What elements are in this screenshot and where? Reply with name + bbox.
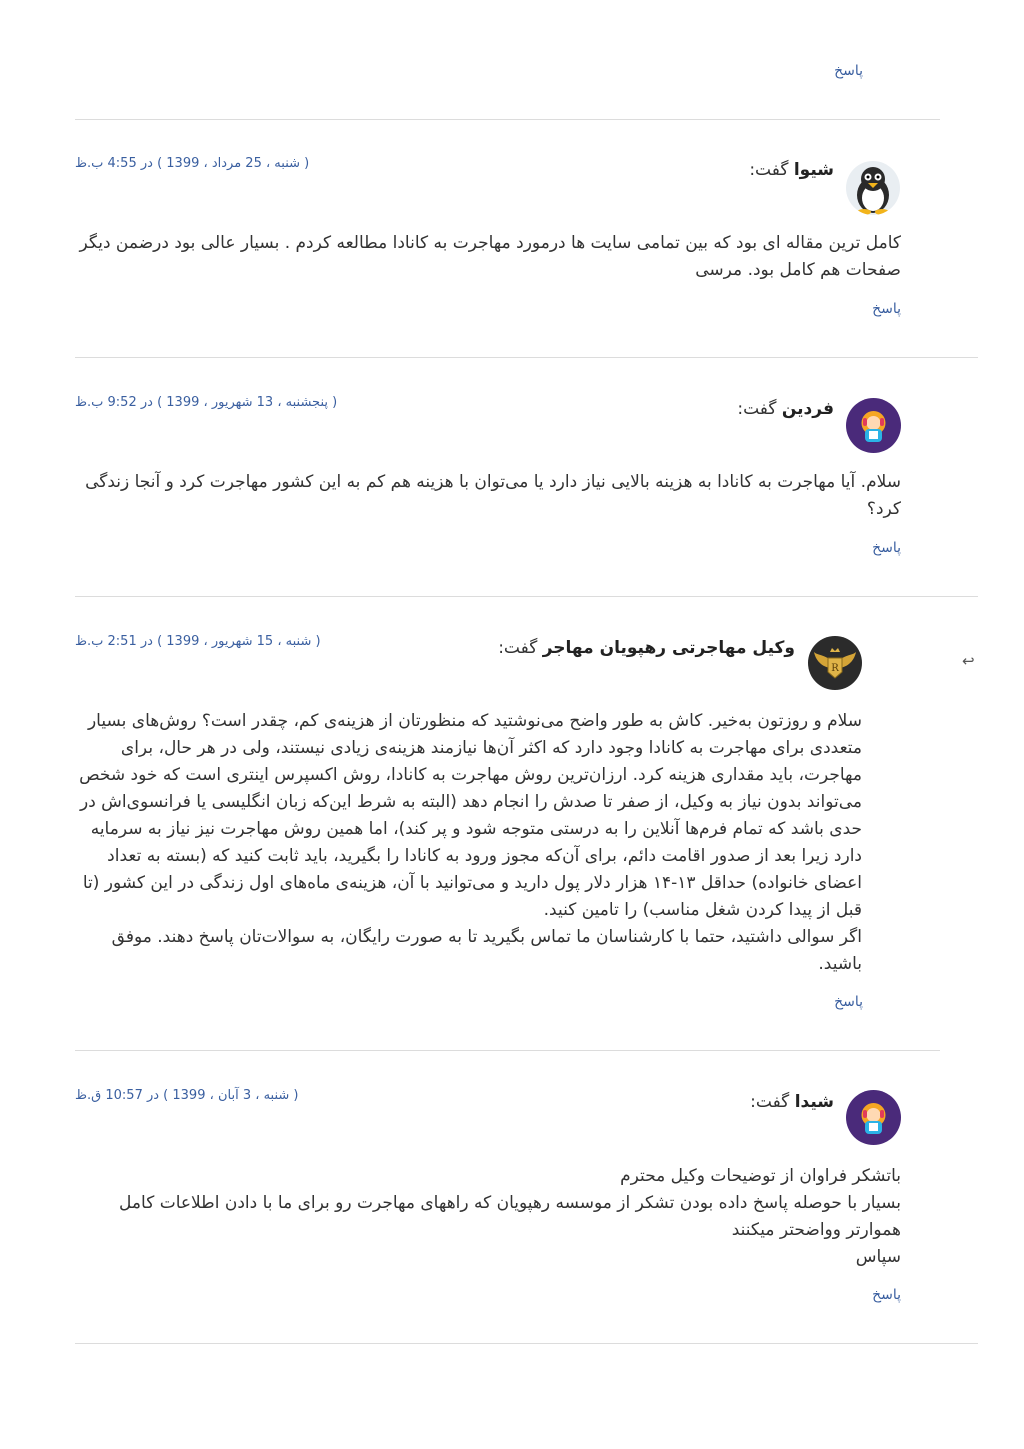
comment-date[interactable]: ( شنبه ، 15 شهریور ، 1399 ) در 2:51 ب.ظ (75, 634, 321, 649)
comment-body (72, 708, 862, 978)
comment-author: فردین (781, 399, 834, 419)
comment-paragraph: سلام و روزتون به‌خیر. کاش به طور واضح می‌نوشتید که منظورتان از هزینه‌ی کم، چقدر است؟ روش‌های بسیار متعددی برای مهاجرت به کانادا وجود دارد که اکثر آن‌ها نیازمند هزینه‌ی زیادی نیستند، ولی در هر حال، برای مهاجرت، باید مقداری هزینه کرد. ارزان‌ترین روش مهاجرت به کانادا، روش اکسپرس اینتری است که خود شخص می‌تواند بدون نیاز به وکیل، از صفر تا صدش را انجام دهد (البته به شرط این‌که زبان انگلیسی یا فرانسوی‌اش در حدی باشد که تمام فرم‌ها آنلاین را به درستی متوجه شود و پر کند)، اما همین روش مهاجرت نیز نیاز به سرمایه دارد زیرا بعد از صدور اقامت دائم، برای آن‌که مجوز ورود به کانادا را بگیرید، باید ثابت کنید که (بسته به تعداد اعضای خانواده) حداقل ۱۳-۱۴ هزار دلار پول دارید و می‌توانید با آن، هزینه‌ی ماه‌های اول زندگی در این کشور (تا قبل از پیدا کردن شغل مناسب) را تامین کنید. (79, 711, 862, 920)
penguin-avatar (846, 161, 900, 215)
comment-paragraph: سلام. آیا مهاجرت به کانادا به هزینه بالایی نیاز دارد یا می‌توان با هزینه هم کم به این کشور مهاجرت کرد و آنجا زندگی کرد؟ (85, 472, 901, 519)
said-label: گفت: (737, 399, 777, 419)
comment-divider (75, 1050, 940, 1051)
comment-divider (75, 1343, 978, 1344)
comment-divider (75, 596, 978, 597)
comment-body (71, 469, 901, 523)
comment-author: شیدا (794, 1092, 834, 1112)
return-arrow-icon: ↩ (962, 652, 975, 670)
comment-author: شیوا (793, 160, 834, 180)
comment-header (749, 160, 834, 180)
reply-link[interactable]: پاسخ (834, 63, 863, 79)
comment-divider (75, 119, 940, 120)
comment-body (71, 1163, 901, 1271)
reply-link[interactable]: پاسخ (872, 1287, 901, 1303)
comment-date[interactable]: ( شنبه ، 25 مرداد ، 1399 ) در 4:55 ب.ظ (75, 156, 310, 171)
comment-paragraph: باتشکر فراوان از توضیحات وکیل محترم (620, 1166, 901, 1186)
said-label: گفت: (749, 160, 789, 180)
comment-paragraph: بسیار با حوصله پاسخ داده بودن تشکر از موسسه رهپویان که راههای مهاجرت رو برای ما با دادن اطلاعات کامل هموارتر وواضحتر میکنند (119, 1193, 901, 1240)
comment-paragraph: سپاس (855, 1247, 901, 1267)
comment-date[interactable]: ( پنجشنبه ، 13 شهریور ، 1399 ) در 9:52 ب.ظ (75, 395, 338, 410)
comment-body (71, 230, 901, 284)
reply-link[interactable]: پاسخ (872, 540, 901, 556)
comment-header (498, 638, 795, 658)
user-avatar (846, 1090, 901, 1145)
winged-emblem-avatar (808, 636, 862, 690)
comment-author: وکیل مهاجرتی رهپویان مهاجر (542, 638, 795, 658)
said-label: گفت: (498, 638, 538, 658)
comment-paragraph: اگر سوالی داشتید، حتما با کارشناسان ما تماس بگیرید تا به صورت رایگان، به سوالات‌تان پاسخ دهند. موفق باشید. (111, 927, 862, 974)
comment-date[interactable]: ( شنبه ، 3 آبان ، 1399 ) در 10:57 ق.ظ (75, 1088, 299, 1103)
user-avatar (846, 398, 901, 453)
said-label: گفت: (750, 1092, 790, 1112)
reply-link[interactable]: پاسخ (872, 301, 901, 317)
comment-header (750, 1092, 834, 1112)
comment-divider (75, 357, 978, 358)
reply-link[interactable]: پاسخ (834, 994, 863, 1010)
comment-header (737, 399, 834, 419)
comment-paragraph: کامل ترین مقاله ای بود که بین تمامی سایت ها درمورد مهاجرت به کانادا مطالعه کردم . بسیار عالی بود درضمن دیگر صفحات هم کامل بود. مرسی (79, 233, 901, 280)
svg-text:R: R (831, 663, 839, 674)
